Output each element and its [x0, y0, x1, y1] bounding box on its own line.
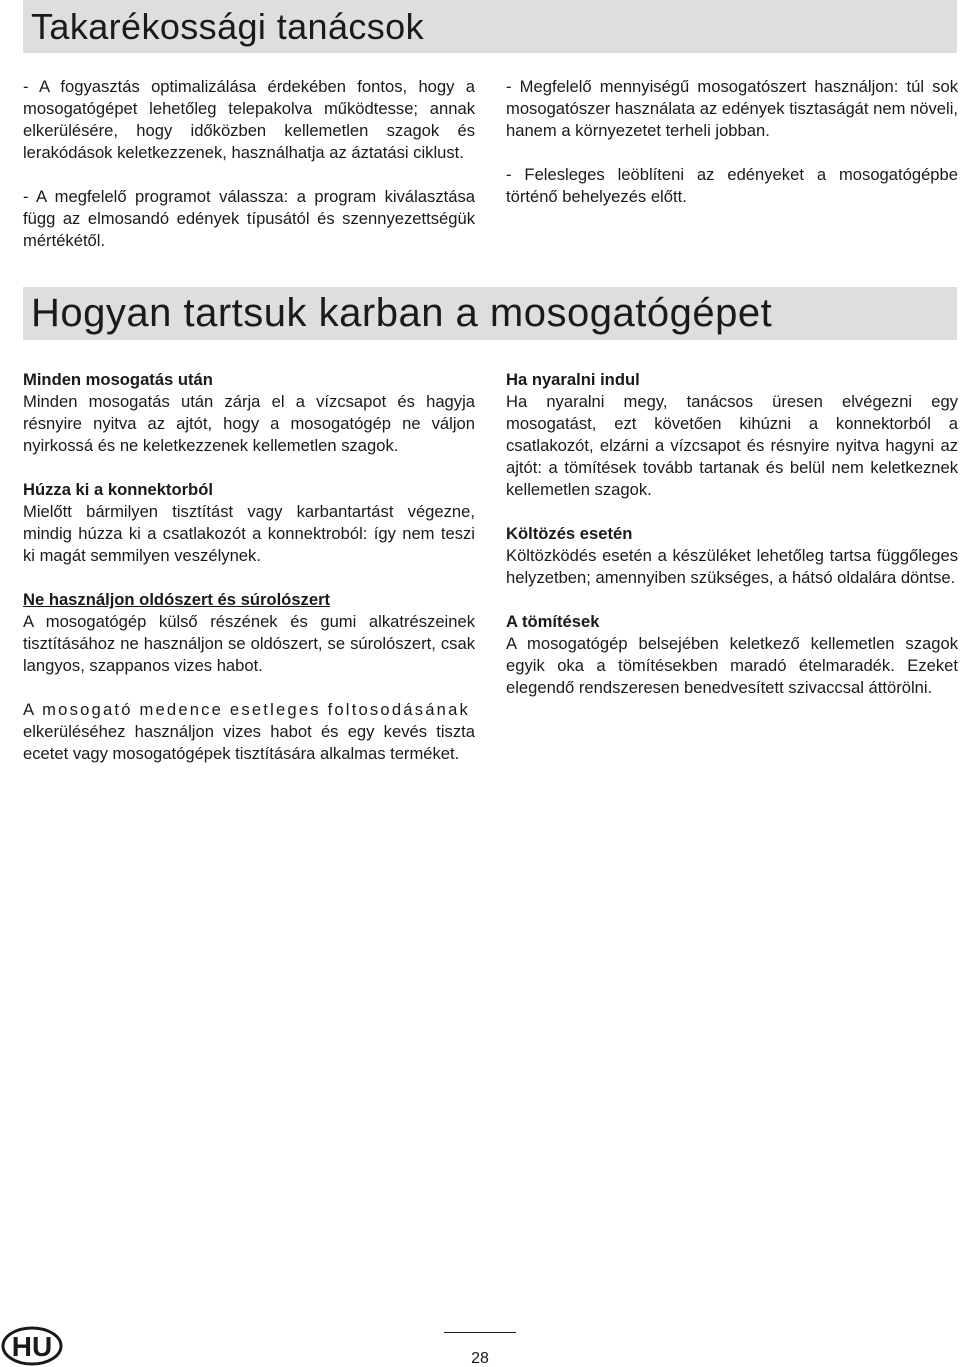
subsection-heading: Ha nyaralni indul — [506, 370, 640, 389]
section-banner-maintenance — [23, 287, 957, 340]
section-title-maintenance: Hogyan tartsuk karban a mosogatógépet — [31, 291, 773, 335]
subsection-heading: Húzza ki a konnektorból — [23, 480, 213, 499]
maintenance-left-column — [23, 369, 475, 765]
savings-tip: - Megfelelő mennyiségű mosogatószert használjon: túl sok mosogatószer használata az edények tisztaságát nem növeli, hanem a környezetet terheli jobban. — [506, 77, 958, 140]
subsection-body: Költözködés esetén a készüléket lehetőleg tartsa függőleges helyzetben; amennyiben szükséges, a hátsó oldalára döntse. — [506, 546, 958, 587]
savings-tip: - Felesleges leöblíteni az edényeket a mosogatógépbe történő behelyezés előtt. — [506, 165, 958, 206]
savings-tips-left-column — [23, 76, 475, 252]
section-title-savings: Takarékossági tanácsok — [31, 6, 425, 47]
section-banner-savings — [23, 0, 957, 53]
savings-tip: - A fogyasztás optimalizálása érdekében fontos, hogy a mosogatógépet lehetőleg telepakolva működtesse; annak elkerülésére, hogy időközben kellemetlen szagok és lerakódások keletkezzenek, használhatja az áztatási ciklust. — [23, 77, 475, 162]
subsection-body: elkerüléséhez használjon vizes habot és egy kevés tiszta ecetet vagy mosogatógépek tisztítására alkalmas terméket. — [23, 722, 475, 763]
subsection-body: Minden mosogatás után zárja el a vízcsapot és hagyja résnyire nyitva az ajtót, hogy a mosogatógép ne váljon nyirkossá és ne keletkezzenek kellemetlen szagok. — [23, 392, 475, 455]
subsection-heading: Minden mosogatás után — [23, 370, 213, 389]
subsection-heading: Költözés esetén — [506, 524, 633, 543]
subsection-body: Ha nyaralni megy, tanácsos üresen elvégezni egy mosogatást, ezt követően kihúzni a konnektorból a csatlakozót, elzárni a vízcsapot és résnyire nyitva hagyni az ajtót: a tömítések tovább tartanak és belül nem keletkeznek kellemetlen szagok. — [506, 392, 958, 499]
subsection-heading: A tömítések — [506, 612, 600, 631]
subsection-heading: Ne használjon oldószert és súrolószert — [23, 590, 331, 609]
page-number: 28 — [471, 1350, 489, 1367]
language-badge-text: HU — [11, 1331, 53, 1362]
savings-tip: - A megfelelő programot válassza: a program kiválasztása függ az elmosandó edények típusától és szennyezettségük mértékétől. — [23, 187, 475, 250]
subsection-body: A mosogatógép belsejében keletkező kellemetlen szagok egyik oka a tömítésekben maradó ételmaradék. Ezeket elegendő rendszeresen benedvesített szivaccsal áttörölni. — [506, 634, 958, 697]
footer-divider — [444, 1332, 516, 1333]
subsection-body: Mielőtt bármilyen tisztítást vagy karbantartást végezne, mindig húzza ki a csatlakozót a konnektroból: így nem teszi ki magát semmilyen veszélynek. — [23, 502, 475, 565]
subsection-body: A mosogatógép külső részének és gumi alkatrészeinek tisztításához ne használjon se oldószert, se súrolószert, csak langyos, szappanos vizes habot. — [23, 612, 475, 675]
subsection-lead: A mosogató medence esetleges foltosodásának — [23, 700, 470, 719]
maintenance-right-column — [506, 369, 958, 699]
savings-tips-right-column — [506, 76, 958, 208]
